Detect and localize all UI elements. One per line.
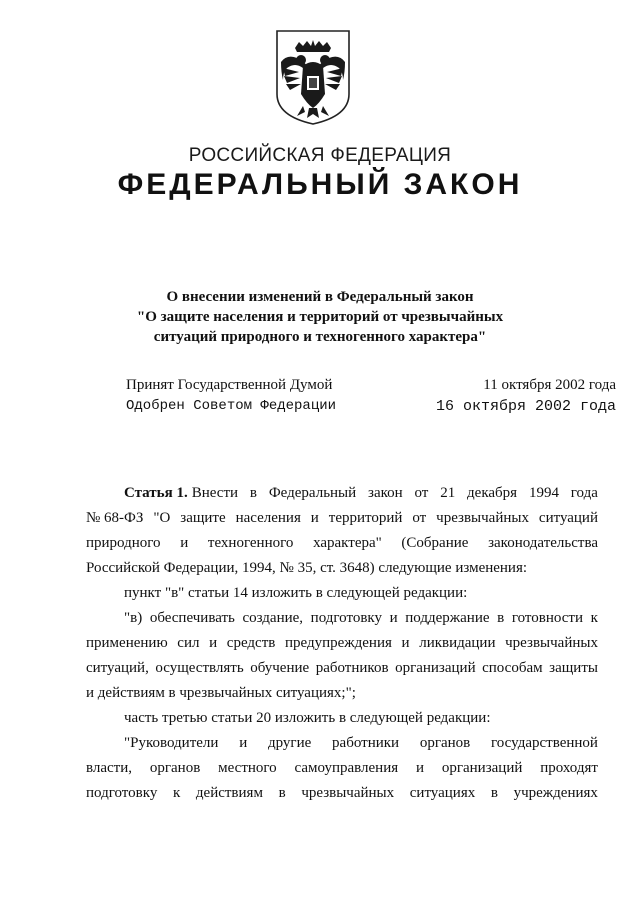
article-word: пункт "в" статьи 14 изложить в следующей редакции: — [124, 585, 468, 601]
article-word: обеспечивать — [149, 610, 235, 626]
double-headed-eagle-icon — [273, 28, 353, 126]
article-word: Внести — [191, 485, 239, 501]
law-title — [90, 287, 550, 347]
article-word: чрезвычайных — [505, 635, 598, 651]
article-line — [86, 556, 598, 581]
article-line — [86, 481, 598, 506]
article-word: часть третью статьи 20 изложить в следующей редакции: — [124, 710, 491, 726]
article-word: организаций — [395, 660, 476, 676]
article-word: готовности — [511, 610, 583, 626]
article-word: и действиям в чрезвычайных ситуациях;"; — [86, 685, 356, 701]
article-word: защите — [180, 510, 226, 526]
law-title-line: ситуаций природного и техногенного характера" — [153, 329, 487, 345]
article-word: способам — [482, 660, 543, 676]
article-word: территорий — [328, 510, 403, 526]
adoption-duma-label: Принят Государственной Думой — [126, 377, 333, 393]
article-word: другие — [268, 735, 312, 751]
article-word: подготовку — [310, 610, 382, 626]
article-word: 21 — [440, 485, 456, 501]
article-word: органов — [149, 760, 201, 776]
article-word: техногенного — [207, 535, 294, 551]
article-heading: Статья 1. — [124, 485, 188, 501]
article-word: ситуаций, — [86, 660, 149, 676]
article-word: природного — [86, 535, 161, 551]
country-heading: РОССИЙСКАЯ ФЕДЕРАЦИЯ — [188, 145, 452, 166]
article-line — [86, 631, 598, 656]
article-word: государственной — [491, 735, 598, 751]
adoption-council-label: Одобрен Советом Федерации — [126, 398, 337, 414]
article-word: (Собрание — [401, 535, 469, 551]
article-word: декабря — [467, 485, 518, 501]
coat-of-arms-emblem — [273, 28, 353, 126]
article-word: работники — [332, 735, 400, 751]
article-1-body — [86, 481, 598, 806]
article-line — [86, 756, 598, 781]
article-word: и — [209, 635, 218, 651]
article-word: сил — [177, 635, 200, 651]
article-word: закон — [368, 485, 403, 501]
article-line — [86, 606, 598, 631]
article-word: и — [401, 635, 410, 651]
article-word: года — [570, 485, 598, 501]
article-line — [86, 506, 598, 531]
article-word: организаций — [441, 760, 523, 776]
article-word: в — [490, 785, 498, 801]
article-word: к — [172, 785, 181, 801]
article-line — [86, 656, 598, 681]
article-word: № 68-ФЗ — [86, 510, 144, 526]
article-word: власти, — [86, 760, 133, 776]
article-word: работников — [315, 660, 389, 676]
article-word: предупреждения — [284, 635, 392, 651]
article-word: и — [389, 610, 398, 626]
article-word: в — [497, 610, 505, 626]
article-word: населения — [235, 510, 301, 526]
law-title-line: О внесении изменений в Федеральный закон — [166, 289, 474, 305]
article-word: чрезвычайных — [301, 785, 395, 801]
adoption-council-date: 16 октября 2002 года — [435, 398, 616, 415]
article-word: Федеральный — [268, 485, 357, 501]
article-word: подготовку — [86, 785, 158, 801]
article-word: ситуаций — [538, 510, 598, 526]
article-word: Российской Федерации, 1994, № 35, ст. 3648) следующие изменения: — [86, 560, 528, 576]
article-line — [86, 681, 598, 706]
article-line — [86, 531, 598, 556]
article-word: "О — [153, 510, 171, 526]
article-word: средств — [226, 635, 276, 651]
article-word: ситуациях — [409, 785, 476, 801]
article-word: защиты — [549, 660, 598, 676]
article-line — [86, 731, 598, 756]
article-word: самоуправления — [294, 760, 399, 776]
article-word: к — [590, 610, 598, 626]
article-word: чрезвычайных — [436, 510, 529, 526]
article-word: в — [249, 485, 257, 501]
article-word: "Руководители — [124, 735, 219, 751]
article-word: обучение — [250, 660, 310, 676]
article-word: "в) — [124, 610, 143, 626]
article-word: и — [310, 510, 319, 526]
article-word: местного — [218, 760, 277, 776]
article-word: осуществлять — [155, 660, 244, 676]
article-line — [86, 781, 598, 806]
article-line — [86, 706, 598, 731]
adoption-duma-date: 11 октября 2002 года — [483, 377, 616, 393]
article-word: от — [412, 510, 427, 526]
document-type-heading: ФЕДЕРАЛЬНЫЙ ЗАКОН — [117, 168, 523, 201]
article-word: 1994 — [528, 485, 559, 501]
law-title-line: "О защите населения и территорий от чрезвычайных — [136, 309, 504, 325]
article-word: поддержание — [405, 610, 490, 626]
article-word: характера" — [313, 535, 382, 551]
article-word: и — [180, 535, 189, 551]
article-word: создание, — [242, 610, 304, 626]
article-word: и — [415, 760, 424, 776]
article-word: от — [414, 485, 429, 501]
article-word: законодательства — [488, 535, 598, 551]
article-word: и — [239, 735, 248, 751]
article-word: учреждениях — [513, 785, 598, 801]
article-word: органов — [419, 735, 471, 751]
article-line — [86, 581, 598, 606]
article-word: применению — [86, 635, 168, 651]
article-word: ликвидации — [419, 635, 496, 651]
article-word: действиям — [195, 785, 263, 801]
article-word: в — [278, 785, 286, 801]
article-word: проходят — [540, 760, 598, 776]
